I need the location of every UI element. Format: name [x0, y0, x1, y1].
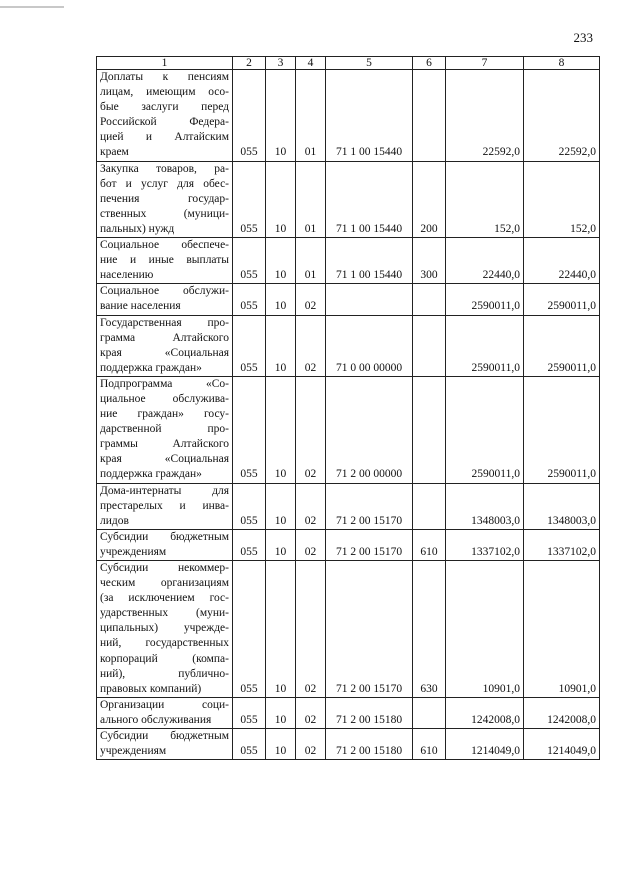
item-name-cell: [97, 70, 233, 162]
amount-cell: 1214049,0: [524, 729, 600, 760]
expense-type-cell: [413, 70, 446, 162]
item-name-line: вание населения: [100, 300, 181, 313]
header-cell: 1: [97, 57, 233, 70]
expense-type-cell: [413, 315, 446, 376]
item-name-line: краем: [100, 146, 129, 159]
subsection-code-cell: 02: [296, 315, 326, 376]
item-name-line: корпораций (компа-: [100, 652, 229, 665]
expense-type-cell: [413, 376, 446, 483]
amount-cell: 1348003,0: [524, 483, 600, 529]
ministry-code-cell: 055: [233, 315, 266, 376]
expense-type-cell: [413, 284, 446, 315]
amount-cell: 2590011,0: [446, 284, 524, 315]
ministry-code-cell: 055: [233, 238, 266, 284]
item-name-line: дарственной про-: [100, 423, 229, 436]
item-name-cell: [97, 529, 233, 560]
item-name-line: поддержка граждан»: [100, 361, 202, 374]
subsection-code-cell: 01: [296, 70, 326, 162]
expense-type-cell: 200: [413, 161, 446, 237]
ministry-code-cell: 055: [233, 529, 266, 560]
item-name-line: ние граждан» госу-: [100, 408, 229, 421]
amount-cell: 10901,0: [524, 561, 600, 698]
item-name-line: грамма Алтайского: [100, 331, 229, 344]
ministry-code-cell: 055: [233, 376, 266, 483]
section-code-cell: 10: [266, 238, 296, 284]
scan-edge-mark: [0, 6, 64, 8]
section-code-cell: 10: [266, 697, 296, 728]
budget-table: [96, 56, 600, 760]
amount-cell: 1348003,0: [446, 483, 524, 529]
item-name-line: ние и иные выплаты: [100, 254, 229, 267]
item-name-line: ний, государственных: [100, 637, 229, 650]
item-name-line: населению: [100, 269, 154, 282]
item-name-line: ственных (муници-: [100, 207, 229, 220]
amount-cell: 2590011,0: [446, 376, 524, 483]
table-body: [97, 70, 600, 760]
target-article-cell: 71 1 00 15440: [326, 70, 413, 162]
target-article-cell: 71 2 00 15180: [326, 697, 413, 728]
target-article-cell: 71 1 00 15440: [326, 161, 413, 237]
target-article-cell: 71 2 00 15170: [326, 561, 413, 698]
item-name-cell: [97, 238, 233, 284]
item-name-line: Социальное обслужи-: [100, 285, 229, 298]
item-name-line: ципальных) учрежде-: [100, 622, 229, 635]
item-name-line: бот и услуг для обес-: [100, 177, 229, 190]
amount-cell: 22592,0: [446, 70, 524, 162]
header-row: [97, 57, 600, 70]
item-name-line: лидов: [100, 514, 129, 527]
expense-type-cell: 300: [413, 238, 446, 284]
table-row: [97, 284, 600, 315]
item-name-line: Государственная про-: [100, 316, 229, 329]
item-name-line: лицам, имеющим осо-: [100, 86, 229, 99]
amount-cell: 2590011,0: [524, 376, 600, 483]
table-row: [97, 238, 600, 284]
expense-type-cell: [413, 483, 446, 529]
item-name-line: Субсидии бюджетным: [100, 730, 229, 743]
subsection-code-cell: 02: [296, 697, 326, 728]
item-name-line: Подпрограмма «Со-: [100, 377, 229, 390]
section-code-cell: 10: [266, 284, 296, 315]
target-article-cell: 71 2 00 00000: [326, 376, 413, 483]
amount-cell: 152,0: [524, 161, 600, 237]
table-row: [97, 529, 600, 560]
expense-type-cell: [413, 697, 446, 728]
ministry-code-cell: 055: [233, 70, 266, 162]
item-name-line: Дома-интернаты для: [100, 484, 229, 497]
item-name-cell: [97, 315, 233, 376]
table-row: [97, 483, 600, 529]
section-code-cell: 10: [266, 561, 296, 698]
target-article-cell: 71 2 00 15170: [326, 483, 413, 529]
header-cell: 8: [524, 57, 600, 70]
table-row: [97, 729, 600, 760]
ministry-code-cell: 055: [233, 284, 266, 315]
item-name-line: Российской Федера-: [100, 116, 229, 129]
amount-cell: 1242008,0: [524, 697, 600, 728]
section-code-cell: 10: [266, 376, 296, 483]
amount-cell: 1337102,0: [524, 529, 600, 560]
item-name-cell: [97, 376, 233, 483]
item-name-cell: [97, 161, 233, 237]
item-name-line: пальных) нужд: [100, 222, 175, 235]
header-cell: 2: [233, 57, 266, 70]
amount-cell: 22440,0: [524, 238, 600, 284]
item-name-line: ний), публично-: [100, 667, 229, 680]
amount-cell: 2590011,0: [524, 315, 600, 376]
amount-cell: 2590011,0: [524, 284, 600, 315]
ministry-code-cell: 055: [233, 561, 266, 698]
header-cell: 3: [266, 57, 296, 70]
subsection-code-cell: 02: [296, 284, 326, 315]
section-code-cell: 10: [266, 729, 296, 760]
item-name-line: циальное обслужива-: [100, 392, 229, 405]
target-article-cell: 71 0 00 00000: [326, 315, 413, 376]
item-name-line: Субсидии некоммер-: [100, 562, 229, 574]
expense-type-cell: 610: [413, 729, 446, 760]
item-name-line: престарелых и инва-: [100, 499, 229, 512]
table-row: [97, 161, 600, 237]
subsection-code-cell: 01: [296, 161, 326, 237]
header-cell: 6: [413, 57, 446, 70]
section-code-cell: 10: [266, 161, 296, 237]
item-name-line: ческим организациям: [100, 577, 229, 590]
table-row: [97, 315, 600, 376]
item-name-line: бые заслуги перед: [100, 101, 229, 114]
amount-cell: 2590011,0: [446, 315, 524, 376]
item-name-line: учреждениям: [100, 545, 167, 558]
amount-cell: 1337102,0: [446, 529, 524, 560]
item-name-line: края «Социальная: [100, 346, 229, 359]
amount-cell: 10901,0: [446, 561, 524, 698]
target-article-cell: 71 2 00 15180: [326, 729, 413, 760]
item-name-line: (за исключением гос-: [100, 592, 229, 605]
item-name-line: учреждениям: [100, 745, 167, 758]
section-code-cell: 10: [266, 315, 296, 376]
table-row: [97, 376, 600, 483]
ministry-code-cell: 055: [233, 697, 266, 728]
item-name-line: Организации соци-: [100, 698, 229, 711]
item-name-cell: [97, 561, 233, 698]
header-cell: 4: [296, 57, 326, 70]
table-row: [97, 70, 600, 162]
subsection-code-cell: 02: [296, 561, 326, 698]
amount-cell: 152,0: [446, 161, 524, 237]
header-cell: 5: [326, 57, 413, 70]
header-cell: 7: [446, 57, 524, 70]
item-name-line: Субсидии бюджетным: [100, 530, 229, 543]
ministry-code-cell: 055: [233, 729, 266, 760]
subsection-code-cell: 02: [296, 529, 326, 560]
table-row: [97, 561, 600, 698]
subsection-code-cell: 01: [296, 238, 326, 284]
item-name-cell: [97, 697, 233, 728]
item-name-line: правовых компаний): [100, 682, 202, 695]
ministry-code-cell: 055: [233, 161, 266, 237]
item-name-cell: [97, 483, 233, 529]
item-name-line: Социальное обеспече-: [100, 239, 229, 252]
ministry-code-cell: 055: [233, 483, 266, 529]
section-code-cell: 10: [266, 483, 296, 529]
subsection-code-cell: 02: [296, 483, 326, 529]
target-article-cell: 71 2 00 15170: [326, 529, 413, 560]
amount-cell: 22592,0: [524, 70, 600, 162]
table-row: [97, 697, 600, 728]
page-number: 233: [573, 30, 593, 45]
item-name-cell: [97, 284, 233, 315]
item-name-line: ударственных (муни-: [100, 607, 229, 620]
item-name-line: цией и Алтайским: [100, 131, 229, 144]
item-name-line: печения государ-: [100, 192, 229, 205]
item-name-line: ального обслуживания: [100, 713, 212, 726]
subsection-code-cell: 02: [296, 376, 326, 483]
target-article-cell: [326, 284, 413, 315]
item-name-line: Закупка товаров, ра-: [100, 162, 229, 175]
subsection-code-cell: 02: [296, 729, 326, 760]
item-name-cell: [97, 729, 233, 760]
section-code-cell: 10: [266, 70, 296, 162]
item-name-line: граммы Алтайского: [100, 438, 229, 451]
amount-cell: 22440,0: [446, 238, 524, 284]
item-name-line: края «Социальная: [100, 453, 229, 466]
item-name-line: Доплаты к пенсиям: [100, 71, 229, 83]
item-name-line: поддержка граждан»: [100, 468, 202, 481]
expense-type-cell: 630: [413, 561, 446, 698]
amount-cell: 1242008,0: [446, 697, 524, 728]
expense-type-cell: 610: [413, 529, 446, 560]
section-code-cell: 10: [266, 529, 296, 560]
target-article-cell: 71 1 00 15440: [326, 238, 413, 284]
amount-cell: 1214049,0: [446, 729, 524, 760]
